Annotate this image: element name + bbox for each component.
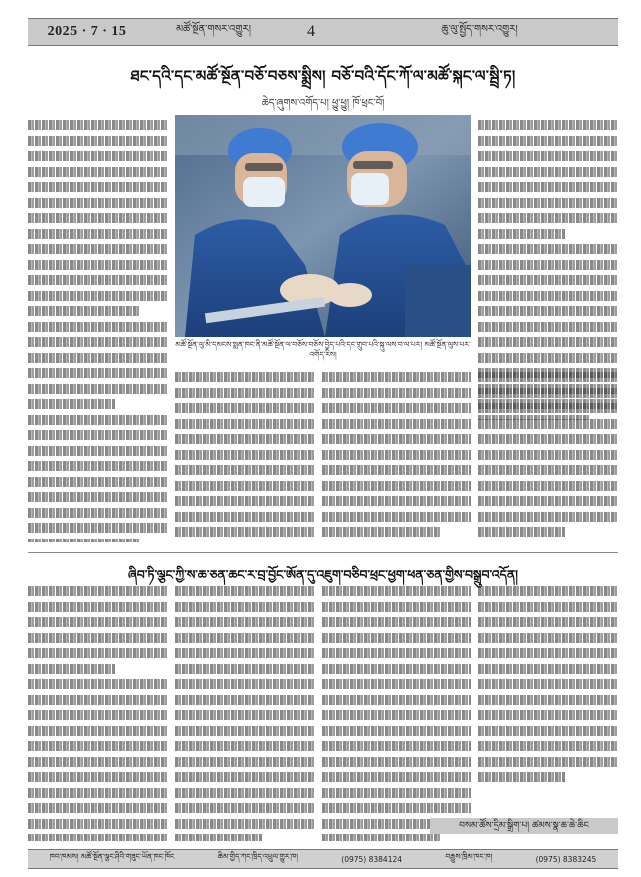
section2-column-1 bbox=[28, 586, 168, 841]
text-paragraph bbox=[28, 120, 168, 316]
page-footer bbox=[28, 849, 618, 869]
article-middle-column-left bbox=[28, 372, 168, 547]
newspaper-name: མཚོ་སྔོན་གསར་འགྱུར། bbox=[176, 24, 251, 35]
section2-column-3 bbox=[322, 586, 471, 841]
text-paragraph bbox=[28, 586, 168, 674]
issue-date: 2025 · 7 · 15 bbox=[47, 24, 127, 39]
text-paragraph bbox=[28, 679, 168, 841]
text-paragraph bbox=[322, 372, 471, 537]
text-paragraph bbox=[478, 120, 618, 239]
footer-phone-left: (0975) 8384124 bbox=[341, 854, 403, 864]
article-middle-column-center bbox=[175, 372, 315, 547]
footer-address: ཁབ་ཁམས། མཚོ་སྔོན་ལྕང་ཤིའི་གཟུང་ཡོན་ཁང་ཁོང bbox=[49, 851, 175, 861]
article-title: ཐང་དའི་དང་མཚོ་སྔོན་བཅོ་བཅས་སྨྲིས། བཅོ་བའི་དོང་ཀོ་ལ་མཚོ་སྐང་ལ་སྦྲི་ཏ། bbox=[130, 67, 516, 85]
text-paragraph bbox=[175, 586, 315, 705]
surgery-photo bbox=[175, 115, 471, 337]
footer-phone-left-label: ཆིམ་གྱིད་ཀང་ཁྲིད་འཕྲུལ་གྱུར་ཁ། bbox=[217, 851, 298, 861]
text-paragraph bbox=[478, 372, 618, 537]
editor-credit: བསམ་ཚོས་དྲིམ་སྒྲིག་པ། ཚམས་སྣ་ཆ་ཆེ་ཆིང bbox=[430, 818, 618, 834]
text-paragraph bbox=[478, 586, 618, 782]
article-right-column-lower bbox=[478, 372, 618, 547]
section2-column-4 bbox=[478, 586, 618, 814]
footer-phone-right: (0975) 8383245 bbox=[535, 854, 597, 864]
photo-caption: མཚོ་སྔོན་ལུ་མི་དམངས་སྨན་ཁང་ནི་མཚོ་སྔོན་ལ་བཅོས་བཅོས་བྱེད་པའི་དང་གྲུབ་པའི་སྐུ་ལས་བ་ལ་པར། མཚོ་སྔོན་ལུས་པར་འགོད་རིས། bbox=[175, 340, 471, 359]
section2-title: ཞིབ་ཏི་ལྕང་ཀྱི་ས་ཆ་ཅན་ཆང་ར་བྲ་བྱོང་ཨོན་དུ་འཇུག་བཅིབ་ཕྲང་ཕྱག་ཕན་ཅན་གྱིས་བསྒྲུབ་འདོན། bbox=[128, 567, 518, 582]
page-header bbox=[28, 18, 618, 46]
text-paragraph bbox=[322, 586, 471, 689]
page-number: 4 bbox=[307, 23, 315, 40]
page-category: ཆུ་ལུ་སྤྱོད་གསར་འགྱུར། bbox=[441, 24, 518, 35]
article-byline: ཆེད་ཞུགས་འགོད་པ། ཕྱུ་ཕྱུ། ཁོ་ཕྲང་བོ། bbox=[261, 98, 385, 109]
footer-phone-right-label: བརྒྱུས་ཁྲིམ་ཁང་ཁ། bbox=[445, 851, 493, 861]
text-paragraph bbox=[175, 710, 315, 841]
section-divider bbox=[28, 552, 618, 553]
article-middle-column-right bbox=[322, 372, 471, 547]
text-paragraph bbox=[175, 372, 315, 537]
section2-column-2 bbox=[175, 586, 315, 841]
